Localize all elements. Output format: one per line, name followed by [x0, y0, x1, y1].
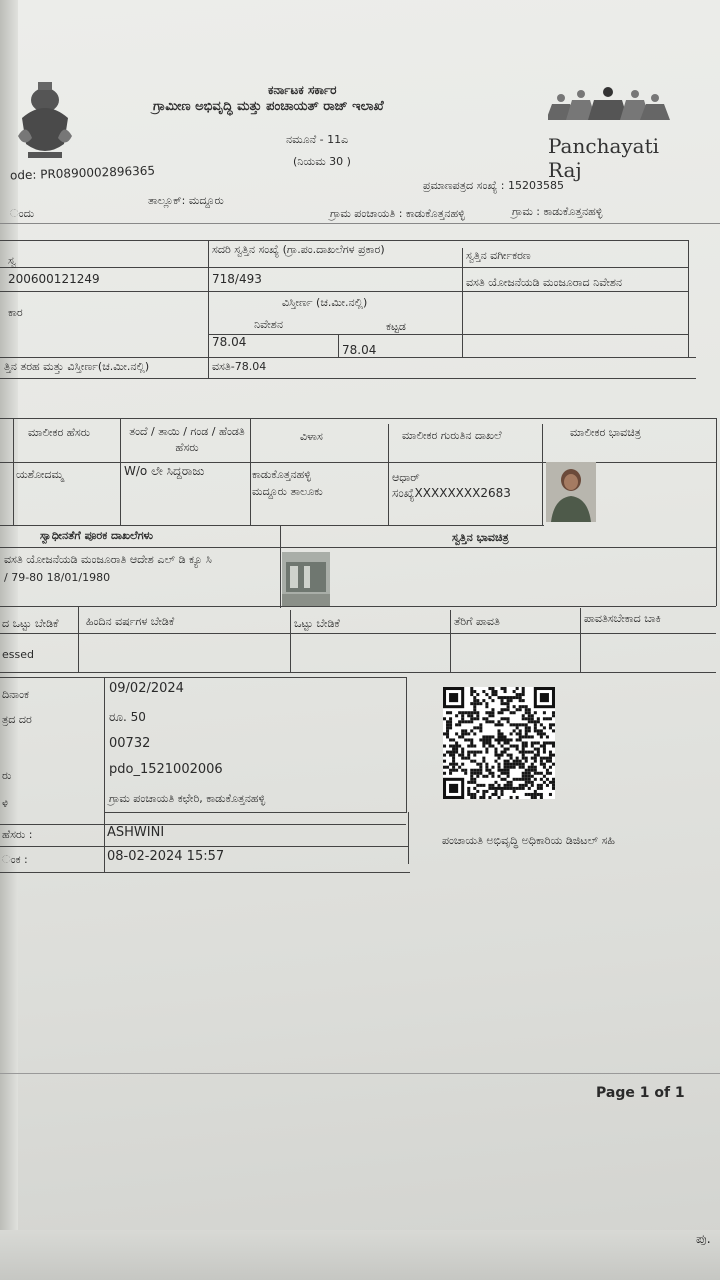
- village-name: ಗ್ರಾಮ : ಕಾಡುಕೊತ್ತನಹಳ್ಳಿ: [512, 205, 603, 218]
- doc-line-1: ವಸತಿ ಯೋಜನೆಯಡಿ ಮಂಜೂರಾತಿ ಆದೇಶ ಎಲ್ ಡಿ ಕ್ಯೂ ಸಿ: [4, 553, 212, 566]
- receipt-time-label: ಂಕ :: [2, 853, 28, 866]
- type-area-value: ವಸತಿ-78.04: [212, 360, 267, 373]
- receipt-date-label: ದಿನಾಂಕ: [2, 688, 29, 701]
- site-label: ನಿವೇಶನ: [254, 318, 283, 331]
- type-area-label: ತ್ತಿನ ತರಹ ಮತ್ತು ವಿಸ್ತೀರ್ಣ(ಚ.ಮೀ.ನಲ್ಲಿ): [4, 360, 150, 373]
- receipt-name: ASHWINI: [107, 825, 165, 840]
- total-demand-header: ಒಟ್ಟು ಬೇಡಿಕೆ: [294, 617, 340, 630]
- owner-photo: [546, 462, 596, 522]
- owner-id-header: ಮಾಲೀಕರ ಗುರುತಿನ ದಾಖಲೆ: [402, 429, 502, 442]
- rule-number: (ನಿಯಮ 30 ): [293, 155, 351, 168]
- page-bottom-shadow: [0, 1230, 720, 1280]
- area-label: ವಿಸ್ತೀರ್ಣ (ಚ.ಮೀ.ನಲ್ಲಿ): [282, 296, 368, 309]
- department-title: ಗ್ರಾಮೀಣ ಅಭಿವೃದ್ಧಿ ಮತ್ತು ಪಂಚಾಯತ್ ರಾಜ್ ಇಲಾಖೆ: [153, 99, 384, 114]
- property-code: ode: PR0890002896365: [9, 163, 156, 183]
- owner-address-line1: ಕಾಡುಕೊತ್ತನಹಳ್ಳಿ: [252, 468, 311, 481]
- owner-name: ಯಶೋದಮ್ಮ: [16, 468, 64, 481]
- taluk-label: ತಾಲ್ಲೂಕ್: ಮದ್ದೂರು: [148, 194, 224, 207]
- karnataka-emblem-icon: [14, 78, 76, 164]
- property-photo: [282, 552, 330, 606]
- total-demand-left: ದ ಒಟ್ಟು ಬೇಡಿಕೆ: [2, 617, 59, 630]
- panchayati-raj-logo: [548, 80, 678, 182]
- certificate-number: ಪ್ರಮಾಣಪತ್ರದ ಸಂಖ್ಯೆ : 15203585: [423, 179, 564, 192]
- property-no-header: ಸದರಿ ಸ್ವತ್ತಿನ ಸಂಖ್ಯೆ (ಗ್ರಾ.ಪಂ.ದಾಖಲೆಗಳ ಪ್ರಕಾರ): [212, 243, 385, 256]
- receipt-number: 00732: [109, 736, 151, 751]
- docs-header: ಸ್ವಾಧೀನತೆಗೆ ಪೂರಕ ದಾಖಲೆಗಳು: [40, 529, 154, 542]
- receipt-office-label: ಳಿ: [2, 797, 8, 810]
- panchayati-raj-icon: [548, 80, 678, 124]
- address-header: ವಿಳಾಸ: [300, 430, 323, 443]
- owner-relation: W/o ಲೇ ಸಿದ್ದರಾಜು: [124, 464, 205, 478]
- digital-signature-label: ಪಂಚಾಯತಿ ಅಭಿವೃದ್ಧಿ ಅಧಿಕಾರಿಯ ಡಿಜಿಟಲ್ ಸಹಿ: [442, 834, 615, 847]
- previous-demand-header: ಹಿಂದಿನ ವರ್ಷಗಳ ಬೇಡಿಕೆ: [86, 615, 175, 628]
- assessment-status: essed: [2, 648, 34, 661]
- receipt-timestamp: 08-02-2024 15:57: [107, 849, 225, 864]
- corner-mark: ಪು.: [696, 1232, 711, 1247]
- owner-name-header: ಮಾಲೀಕರ ಹೆಸರು: [28, 426, 91, 439]
- page-number: Page 1 of 1: [596, 1085, 685, 1101]
- footer-divider: [0, 1073, 720, 1074]
- owner-id-number: ಸಂಖ್ಯೆXXXXXXXX2683: [392, 486, 511, 500]
- classification-header: ಸ್ವತ್ತಿನ ವರ್ಗೀಕರಣ: [466, 249, 531, 262]
- receipt-fee-label: ತ್ರದ ದರ: [2, 713, 32, 726]
- receipt-name-label: ಹೆಸರು :: [2, 828, 33, 841]
- balance-header: ಪಾವತಿಸಬೇಕಾದ ಬಾಕಿ: [584, 612, 661, 625]
- tax-paid-header: ತೆರಿಗೆ ಪಾವತಿ: [454, 615, 500, 628]
- doc-line-2: / 79-80 18/01/1980: [4, 571, 111, 584]
- page-fold-shadow: [0, 0, 18, 1280]
- receipt-user-label: ರು: [2, 769, 12, 782]
- property-left-label: ಕಾರ: [8, 306, 23, 319]
- building-label: ಕಟ್ಟಡ: [386, 320, 406, 333]
- property-classification: ವಸತಿ ಯೋಜನೆಯಡಿ ಮಂಜೂರಾದ ನಿವೇಶನ: [466, 276, 623, 289]
- gram-panchayat: ಗ್ರಾಮ ಪಂಚಾಯತಿ : ಕಾಡುಕೊತ್ತನಹಳ್ಳಿ: [330, 207, 465, 220]
- property-head-left: ಸ್ವ: [8, 254, 16, 267]
- code-left-label: ಂದು: [10, 207, 35, 220]
- relation-header: ತಂದೆ / ತಾಯಿ / ಗಂಡ / ಹೆಂಡತಿ ಹೆಸರು: [129, 425, 245, 454]
- property-number: 718/493: [212, 272, 262, 286]
- receipt-user: pdo_1521002006: [109, 762, 223, 777]
- form-number: ನಮೂನೆ - 11ಎ: [286, 133, 349, 146]
- logo-text: Panchayati Raj: [548, 134, 660, 182]
- qr-code-icon[interactable]: [443, 687, 555, 799]
- receipt-date: 09/02/2024: [109, 681, 184, 696]
- owner-photo-header: ಮಾಲೀಕರ ಭಾವಚಿತ್ರ: [570, 426, 641, 439]
- property-id: 200600121249: [8, 272, 100, 286]
- site-area: 78.04: [212, 335, 247, 349]
- state-title: ಕರ್ನಾಟಕ ಸರ್ಕಾರ: [268, 83, 337, 97]
- owner-id-type: ಆಧಾರ್: [392, 471, 420, 484]
- receipt-office: ಗ್ರಾಮ ಪಂಚಾಯತಿ ಕಛೇರಿ, ಕಾಡುಕೊತ್ತನಹಳ್ಳಿ: [109, 792, 266, 805]
- property-photo-header: ಸ್ವತ್ತಿನ ಭಾವಚಿತ್ರ: [452, 531, 509, 544]
- receipt-fee: ರೂ. 50: [109, 710, 146, 724]
- header-divider: [0, 223, 720, 224]
- building-area: 78.04: [342, 343, 377, 357]
- owner-address-line2: ಮದ್ದೂರು ತಾಲೂಕು: [252, 485, 323, 498]
